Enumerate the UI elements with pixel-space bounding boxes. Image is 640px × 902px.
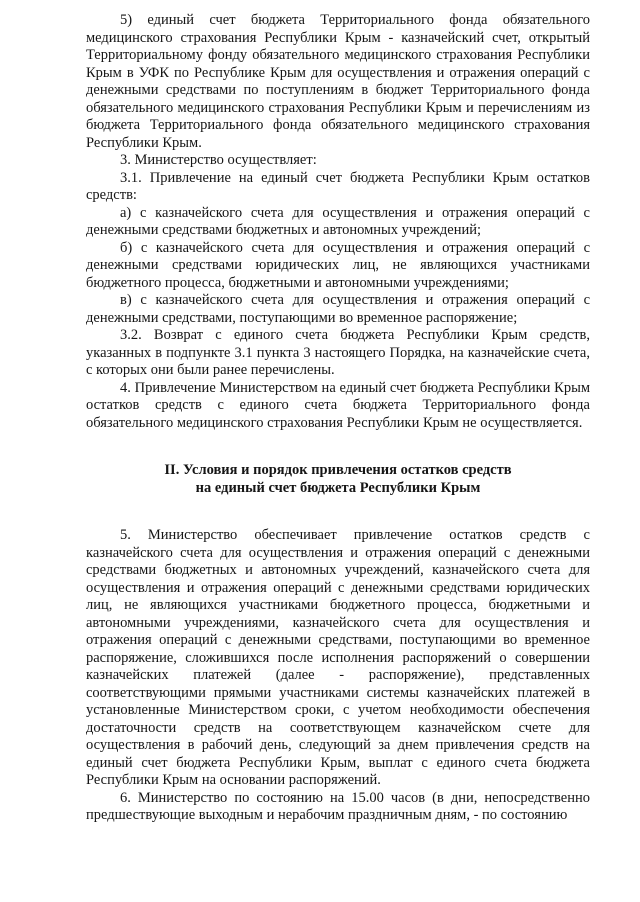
section-heading	[86, 462, 590, 497]
document-page	[86, 12, 590, 825]
paragraph-6: 6. Министерство по состоянию на 15.00 часов (в дни, непосредственно предшествующие выходным и нерабочим праздничным дням, - по состоянию	[86, 789, 590, 823]
paragraph-5: 5. Министерство обеспечивает привлечение остатков средств с казначейского счета для осуществления и отражения операций с денежными средствами бюджетных и автономных учреждений, казначейского счета для осуществления и отражения операций с денежными средствами юридических лиц, не являющихся участниками бюджетного процесса, бюджетными и автономными учреждениями, казначейского счета для осуществления и отражения операций с денежными средствами, поступающими во временное распоряжение, сложившихся после исполнения распоряжений о совершении казначейских платежей (далее - распоряжение), представленных соответствующими прямыми участниками системы казначейских платежей в установленные Министерством сроки, с учетом необходимости обеспечения достаточности средств на соответствующем казначейском счете для осуществления в рабочий день, следующий за днем привлечения средств на единый счет бюджета Республики Крым, выплат с единого счета бюджета Республики Крым на основании распоряжений.	[86, 527, 590, 788]
paragraph-4: 4. Привлечение Министерством на единый счет бюджета Республики Крым остатков средств с единого счета бюджета Территориального фонда обязательного медицинского страхования Республики Крым не осуществляется.	[86, 379, 590, 431]
paragraph-3-1: 3.1. Привлечение на единый счет бюджета Республики Крым остатков средств:	[86, 169, 590, 203]
paragraph-3-1-c: в) с казначейского счета для осуществления и отражения операций с денежными средствами, поступающими во временное распоряжение;	[86, 292, 590, 326]
paragraph-3-1-a: а) с казначейского счета для осуществления и отражения операций с денежными средствами бюджетных и автономных учреждений;	[86, 204, 590, 238]
paragraph-3-1-b: б) с казначейского счета для осуществления и отражения операций с денежными средствами юридических лиц, не являющихся участниками бюджетного процесса, бюджетными и автономными учреждениями;	[86, 239, 590, 291]
paragraph-3: 3. Министерство осуществляет:	[120, 152, 317, 168]
paragraph-2-5: 5) единый счет бюджета Территориального фонда обязательного медицинского страхования Республики Крым - казначейский счет, открытый Территориальному фонду обязательного медицинского страхования Республики Крым в УФК по Республике Крым для осуществления и отражения операций с денежными средствами по поступлениям в бюджет Территориального фонда обязательного медицинского страхования Республики Крым и перечислениям из бюджета Территориального фонда обязательного медицинского страхования Республики Крым.	[86, 12, 590, 151]
section-heading-line-1: II. Условия и порядок привлечения остатков средств	[164, 462, 512, 478]
section-heading-line-2: на единый счет бюджета Республики Крым	[195, 479, 481, 496]
paragraph-3-2: 3.2. Возврат с единого счета бюджета Республики Крым средств, указанных в подпункте 3.1 пункта 3 настоящего Порядка, на казначейские счета, с которых они были ранее перечислены.	[86, 327, 590, 378]
